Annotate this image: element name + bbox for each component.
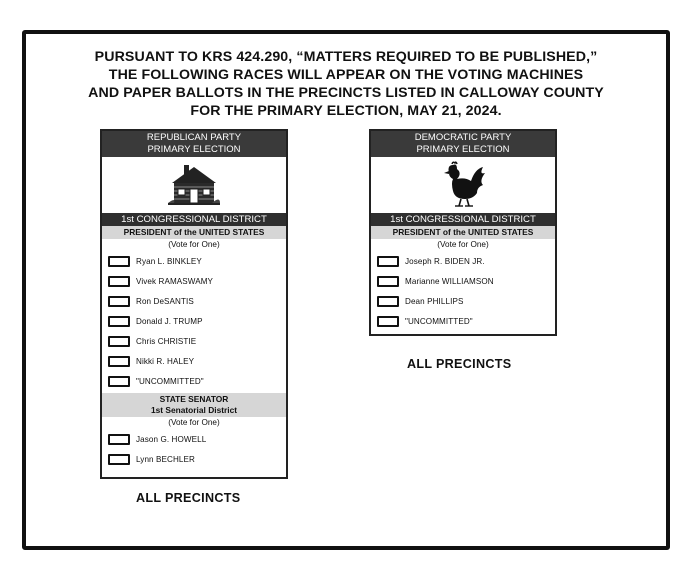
candidate-row[interactable] — [371, 291, 555, 311]
office-title: PRESIDENT of the UNITED STATES — [371, 226, 555, 239]
candidate-name: Ron DeSANTIS — [136, 296, 194, 306]
candidate-name: Joseph R. BIDEN JR. — [405, 256, 485, 266]
notice-frame — [22, 30, 670, 550]
candidate-name: Vivek RAMASWAMY — [136, 276, 214, 286]
ballot-checkbox[interactable] — [108, 276, 130, 287]
candidate-row[interactable] — [371, 311, 555, 331]
candidate-list — [102, 251, 286, 391]
candidate-name: Dean PHILLIPS — [405, 296, 464, 306]
candidate-row[interactable] — [102, 449, 286, 469]
office-subtitle: 1st Senatorial District — [150, 405, 238, 415]
democratic-ballot — [369, 129, 557, 336]
candidate-name: Chris CHRISTIE — [136, 336, 197, 346]
candidate-row[interactable] — [102, 271, 286, 291]
headline-line: PURSUANT TO KRS 424.290, “MATTERS REQUIRED TO BE PUBLISHED,” — [94, 49, 598, 65]
ballot-checkbox[interactable] — [377, 276, 399, 287]
district-bar: 1st CONGRESSIONAL DISTRICT — [371, 213, 555, 226]
ballot-checkbox[interactable] — [108, 256, 130, 267]
candidate-name: Donald J. TRUMP — [136, 316, 203, 326]
republican-precincts-label: ALL PRECINCTS — [136, 491, 241, 505]
candidate-row[interactable] — [102, 331, 286, 351]
office-title: PRESIDENT of the UNITED STATES — [102, 226, 286, 239]
candidate-row[interactable] — [102, 251, 286, 271]
ballot-checkbox[interactable] — [108, 336, 130, 347]
ballot-checkbox[interactable] — [377, 316, 399, 327]
headline-line: AND PAPER BALLOTS IN THE PRECINCTS LISTED IN CALLOWAY COUNTY — [88, 85, 604, 101]
ballot-checkbox[interactable] — [108, 296, 130, 307]
party-name: DEMOCRATIC PARTY — [414, 132, 512, 143]
election-name: PRIMARY ELECTION — [416, 144, 510, 155]
headline-line: FOR THE PRIMARY ELECTION, MAY 21, 2024. — [190, 103, 502, 119]
ballot-checkbox[interactable] — [377, 296, 399, 307]
ballot-checkbox[interactable] — [108, 356, 130, 367]
party-name: REPUBLICAN PARTY — [146, 132, 242, 143]
candidate-name: Lynn BECHLER — [136, 454, 195, 464]
rooster-icon — [371, 157, 555, 213]
vote-for-instruction: (Vote for One) — [168, 240, 220, 249]
notice-headline — [26, 48, 666, 120]
district-bar: 1st CONGRESSIONAL DISTRICT — [102, 213, 286, 226]
candidate-name: Jason G. HOWELL — [136, 434, 207, 444]
candidate-name: Ryan L. BINKLEY — [136, 256, 202, 266]
candidate-row[interactable] — [102, 291, 286, 311]
election-name: PRIMARY ELECTION — [147, 144, 241, 155]
democratic-precincts-label: ALL PRECINCTS — [407, 357, 512, 371]
ballot-checkbox[interactable] — [108, 454, 130, 465]
candidate-list — [102, 429, 286, 469]
ballot-checkbox[interactable] — [108, 376, 130, 387]
candidate-name: Nikki R. HALEY — [136, 356, 195, 366]
republican-ballot — [100, 129, 288, 479]
ballot-checkbox[interactable] — [108, 316, 130, 327]
candidate-row[interactable] — [371, 251, 555, 271]
ballot-checkbox[interactable] — [377, 256, 399, 267]
candidate-name: Marianne WILLIAMSON — [405, 276, 494, 286]
candidate-row[interactable] — [102, 351, 286, 371]
candidate-row[interactable] — [102, 371, 286, 391]
ballot-checkbox[interactable] — [108, 434, 130, 445]
candidate-name: "UNCOMMITTED" — [405, 316, 473, 326]
candidate-row[interactable] — [102, 429, 286, 449]
candidate-row[interactable] — [102, 311, 286, 331]
log-cabin-icon — [102, 157, 286, 213]
candidate-row[interactable] — [371, 271, 555, 291]
republican-party-header — [102, 131, 286, 157]
office-name: STATE SENATOR — [159, 394, 229, 404]
democratic-party-header — [371, 131, 555, 157]
candidate-list — [371, 251, 555, 331]
vote-for-instruction: (Vote for One) — [437, 240, 489, 249]
vote-for-instruction: (Vote for One) — [168, 418, 220, 427]
headline-line: THE FOLLOWING RACES WILL APPEAR ON THE VOTING MACHINES — [108, 67, 584, 83]
office-title — [102, 393, 286, 417]
candidate-name: "UNCOMMITTED" — [136, 376, 204, 386]
